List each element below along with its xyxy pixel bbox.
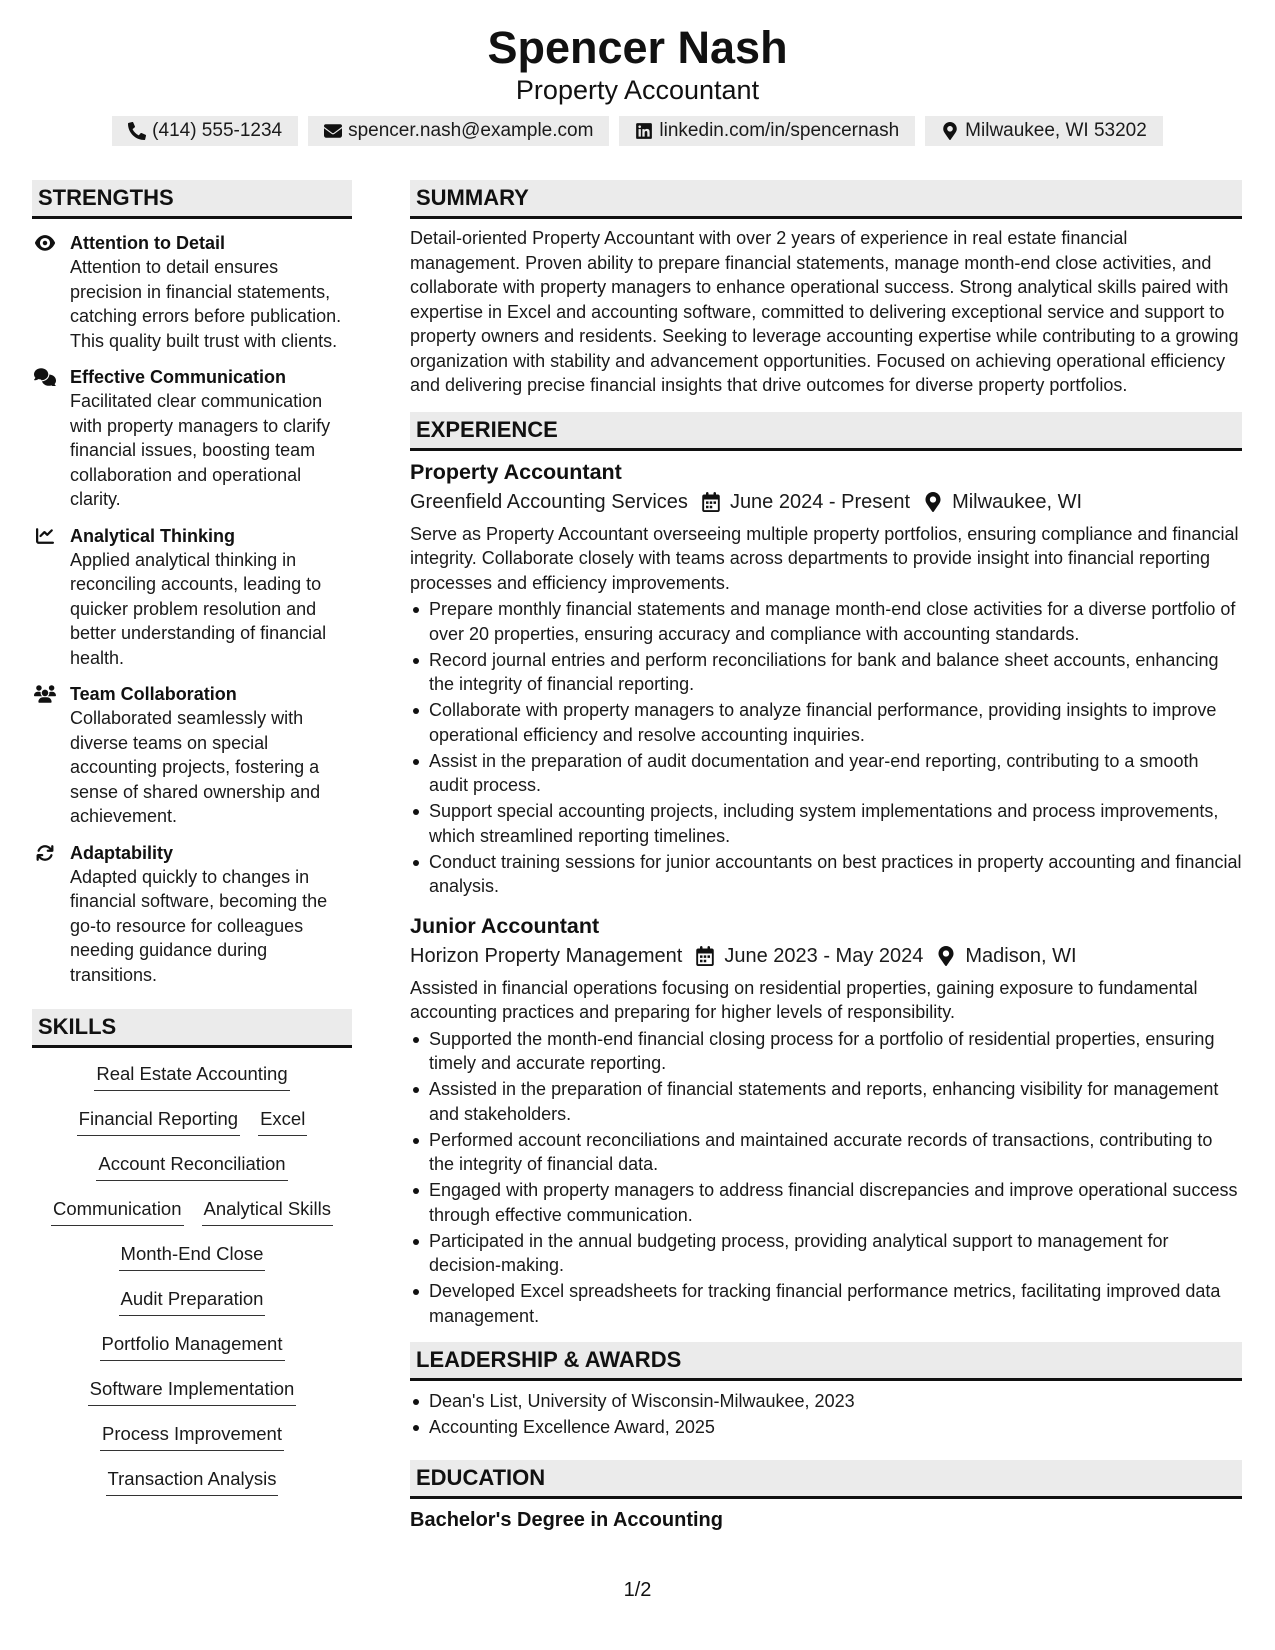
contact-phone[interactable] — [112, 116, 298, 146]
list-item: Assist in the preparation of audit documentation and year-end reporting, contributing to a smooth audit process. — [410, 749, 1242, 798]
skill-tag: Account Reconciliation — [96, 1150, 287, 1181]
strength-item — [32, 524, 352, 671]
chart-line-icon — [34, 527, 56, 545]
job-location: Madison, WI — [965, 944, 1077, 967]
list-item: Participated in the annual budgeting process, providing analytical support to management for decision-making. — [410, 1229, 1242, 1278]
envelope-icon — [324, 122, 342, 140]
email-text: spencer.nash@example.com — [348, 120, 594, 141]
job-entry — [410, 457, 1242, 899]
job-meta — [410, 487, 1242, 517]
eye-icon — [34, 234, 56, 252]
skills-list — [32, 1060, 352, 1510]
strength-desc: Facilitated clear communication with property managers to clarify financial issues, boosting team collaboration and operational clarity. — [70, 391, 331, 509]
job-bullets — [410, 1027, 1242, 1329]
job-dates: June 2024 - Present — [729, 490, 911, 513]
phone-icon — [128, 122, 146, 140]
awards-list — [410, 1389, 1242, 1440]
skill-tag: Month-End Close — [119, 1240, 266, 1271]
skill-tag: Real Estate Accounting — [94, 1060, 289, 1091]
summary-text: Detail-oriented Property Accountant with over 2 years of experience in real estate financial management. Proven ability to prepare financial statements, manage month-end close activities, and collaborate with property managers to enhance operational success. Strong analytical skills paired with expertise in Excel and accounting software, committed to delivering exceptional service and support to property owners and residents. Seeking to leverage accounting expertise while contributing to a growing organization with stability and advancement opportunities. Focused on achieving operational efficiency and delivering precise financial insights that drive outcomes for diverse property portfolios. — [410, 228, 1239, 395]
candidate-title: Property Accountant — [515, 75, 760, 105]
contact-location — [925, 116, 1163, 146]
list-item: Conduct training sessions for junior accountants on best practices in property accounting and financial analysis. — [410, 850, 1242, 899]
education-heading: EDUCATION — [410, 1460, 1242, 1499]
job-description: Serve as Property Accountant overseeing multiple property portfolios, ensuring compliance and financial integrity. Collaborate closely with teams across departments to provide insight into financial reporting processes and efficiency improvements. — [410, 523, 1239, 593]
strength-item — [32, 365, 352, 512]
job-dates: June 2023 - May 2024 — [724, 944, 924, 967]
phone-text: (414) 555-1234 — [152, 120, 283, 141]
list-item: Accounting Excellence Award, 2025 — [410, 1415, 1242, 1440]
strength-desc: Collaborated seamlessly with diverse teams on special accounting projects, fostering a sense of shared ownership and achievement. — [70, 708, 321, 826]
list-item: Dean's List, University of Wisconsin-Milwaukee, 2023 — [410, 1389, 1242, 1414]
list-item: Assisted in the preparation of financial statements and reports, enhancing visibility for management and stakeholders. — [410, 1077, 1242, 1126]
list-item: Support special accounting projects, including system implementations and process improvements, which streamlined reporting timelines. — [410, 799, 1242, 848]
strengths-heading: STRENGTHS — [32, 180, 352, 219]
job-company: Horizon Property Management — [410, 944, 683, 967]
strength-title: Effective Communication — [70, 367, 287, 387]
list-item: Performed account reconciliations and maintained accurate records of transactions, contributing to the integrity of financial data. — [410, 1128, 1242, 1177]
list-item: Supported the month-end financial closing process for a portfolio of residential properties, ensuring timely and accurate reporting. — [410, 1027, 1242, 1076]
list-item: Record journal entries and perform reconciliations for bank and balance sheet accounts, enhancing the integrity of financial reporting. — [410, 648, 1242, 697]
skill-tag: Transaction Analysis — [106, 1465, 279, 1496]
users-icon — [34, 685, 56, 703]
experience-heading: EXPERIENCE — [410, 412, 1242, 451]
skill-tag: Software Implementation — [88, 1375, 297, 1406]
strength-desc: Applied analytical thinking in reconciling accounts, leading to quicker problem resolution and better understanding of financial health. — [70, 549, 327, 668]
strength-desc: Attention to detail ensures precision in financial statements, catching errors before publication. This quality built trust with clients. — [70, 257, 342, 351]
left-column — [32, 180, 352, 1510]
skill-tag: Financial Reporting — [77, 1105, 240, 1136]
map-marker-icon — [924, 492, 942, 512]
strength-desc: Adapted quickly to changes in financial software, becoming the go-to resource for colleagues needing guidance during transitions. — [70, 866, 328, 985]
map-marker-icon — [937, 946, 955, 966]
skill-tag: Excel — [258, 1105, 307, 1136]
strength-item — [32, 231, 352, 353]
awards-heading: LEADERSHIP & AWARDS — [410, 1342, 1242, 1381]
strength-title: Analytical Thinking — [70, 525, 236, 546]
job-bullets — [410, 597, 1242, 899]
skill-tag: Process Improvement — [100, 1420, 284, 1451]
strength-item — [32, 682, 352, 829]
contact-linkedin[interactable] — [619, 116, 915, 146]
job-company: Greenfield Accounting Services — [410, 490, 688, 513]
skill-tag: Portfolio Management — [100, 1330, 285, 1361]
strength-title: Attention to Detail — [70, 233, 225, 253]
calendar-icon — [696, 946, 714, 966]
summary-heading: SUMMARY — [410, 180, 1242, 219]
job-entry — [410, 911, 1242, 1329]
job-description: Assisted in financial operations focusing on residential properties, gaining exposure to fundamental accounting practices and preparing for higher levels of responsibility. — [410, 977, 1198, 1022]
linkedin-text: linkedin.com/in/spencernash — [659, 120, 900, 141]
strength-item — [32, 841, 352, 988]
skill-tag: Analytical Skills — [202, 1195, 334, 1226]
skill-tag: Audit Preparation — [119, 1285, 266, 1316]
strength-title: Team Collaboration — [70, 684, 237, 704]
page-number: 1/2 — [623, 1579, 652, 1601]
skill-tag: Communication — [51, 1195, 184, 1226]
list-item: Engaged with property managers to address financial discrepancies and improve operational success through effective communication. — [410, 1178, 1242, 1227]
list-item: Prepare monthly financial statements and manage month-end close activities for a diverse portfolio of over 20 properties, ensuring accuracy and compliance with accounting standards. — [410, 597, 1242, 646]
map-marker-icon — [941, 122, 959, 140]
education-degree: Bachelor's Degree in Accounting — [410, 1508, 723, 1531]
right-column — [410, 180, 1242, 1534]
list-item: Developed Excel spreadsheets for tracking financial performance metrics, facilitating improved data management. — [410, 1279, 1242, 1328]
job-title: Junior Accountant — [410, 913, 600, 938]
resume-header — [0, 0, 1275, 146]
job-meta — [410, 941, 1242, 971]
calendar-icon — [702, 492, 720, 512]
strength-title: Adaptability — [70, 842, 174, 863]
comments-icon — [34, 368, 56, 386]
contact-bar — [0, 116, 1275, 146]
sync-icon — [34, 844, 56, 862]
location-text: Milwaukee, WI 53202 — [965, 120, 1147, 141]
list-item: Collaborate with property managers to analyze financial performance, providing insights to improve operational efficiency and resolve accounting inquiries. — [410, 698, 1242, 747]
candidate-name: Spencer Nash — [487, 22, 788, 73]
linkedin-icon — [635, 122, 653, 140]
contact-email[interactable] — [308, 116, 609, 146]
job-location: Milwaukee, WI — [952, 490, 1083, 513]
skills-heading: SKILLS — [32, 1009, 352, 1048]
job-title: Property Accountant — [410, 459, 622, 484]
